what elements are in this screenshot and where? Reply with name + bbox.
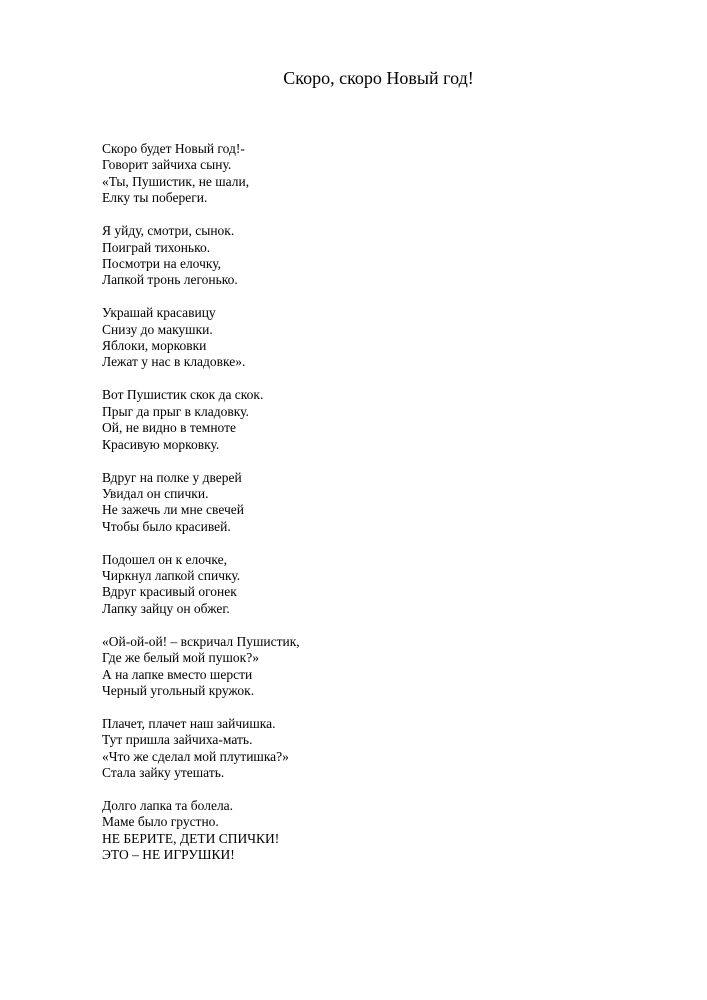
poem-line: Плачет, плачет наш зайчишка.: [102, 715, 276, 731]
poem-line: Скоро будет Новый год!-: [102, 141, 245, 156]
poem-line: Чтобы было красивей.: [102, 518, 231, 534]
poem-line: Подошел он к елочке,: [102, 551, 228, 567]
poem-line: Не зажечь ли мне свечей: [102, 502, 244, 518]
poem-line: Долго лапка та болела.: [102, 798, 234, 813]
poem-line: Ой, не видно в темноте: [102, 420, 237, 436]
stanza-1: [102, 141, 622, 207]
poem-line: Тут пришла зайчиха-мать.: [102, 732, 253, 748]
stanza-3: [102, 305, 622, 371]
poem-line: Вот Пушистик скок да скок.: [102, 387, 264, 403]
poem-line: Маме было грустно.: [102, 814, 219, 830]
poem-line: Увидал он спички.: [102, 485, 209, 501]
stanza-8: [102, 716, 622, 782]
poem-line: Яблоки, морковки: [102, 338, 207, 354]
poem-line: Вдруг на полке у дверей: [102, 469, 242, 485]
poem-line: Прыг да прыг в кладовку.: [102, 403, 249, 419]
stanza-6: [102, 552, 622, 618]
stanza-2: [102, 223, 622, 289]
poem-line: Говорит зайчиха сыну.: [102, 157, 232, 173]
stanza-4: [102, 387, 622, 453]
stanza-5: [102, 470, 622, 536]
poem-line: Стала зайку утешать.: [102, 765, 225, 781]
poem-line: «Ты, Пушистик, не шали,: [102, 173, 250, 189]
poem-line: Украшай красавицу: [102, 305, 216, 321]
poem-body: [102, 141, 622, 880]
poem-line: «Ой-ой-ой! – вскричал Пушистик,: [102, 633, 300, 649]
poem-line: НЕ БЕРИТЕ, ДЕТИ СПИЧКИ!: [102, 830, 280, 846]
poem-line: Где же белый мой пушок?»: [102, 650, 259, 666]
poem-title: Скоро, скоро Новый год!: [283, 68, 474, 88]
poem-line: Снизу до макушки.: [102, 321, 213, 337]
poem-line: Красивую морковку.: [102, 436, 220, 452]
poem-line: Черный угольный кружок.: [102, 682, 255, 698]
poem-line: Я уйду, смотри, сынок.: [102, 223, 235, 239]
poem-line: «Что же сделал мой плутишка?»: [102, 748, 289, 764]
poem-line: Лапку зайцу он обжег.: [102, 600, 230, 616]
poem-line: Чиркнул лапкой спичку.: [102, 568, 241, 584]
stanza-7: [102, 634, 622, 700]
poem-line: Елку ты побереги.: [102, 190, 208, 206]
poem-line: Лежат у нас в кладовке».: [102, 354, 246, 370]
poem-line: Вдруг красивый огонек: [102, 584, 237, 600]
poem-line: Посмотри на елочку,: [102, 255, 222, 271]
poem-line: Поиграй тихонько.: [102, 239, 211, 255]
stanza-9: [102, 798, 622, 864]
poem-line: ЭТО – НЕ ИГРУШКИ!: [102, 847, 235, 863]
poem-line: А на лапке вместо шерсти: [102, 666, 253, 682]
poem-line: Лапкой тронь легонько.: [102, 272, 238, 288]
